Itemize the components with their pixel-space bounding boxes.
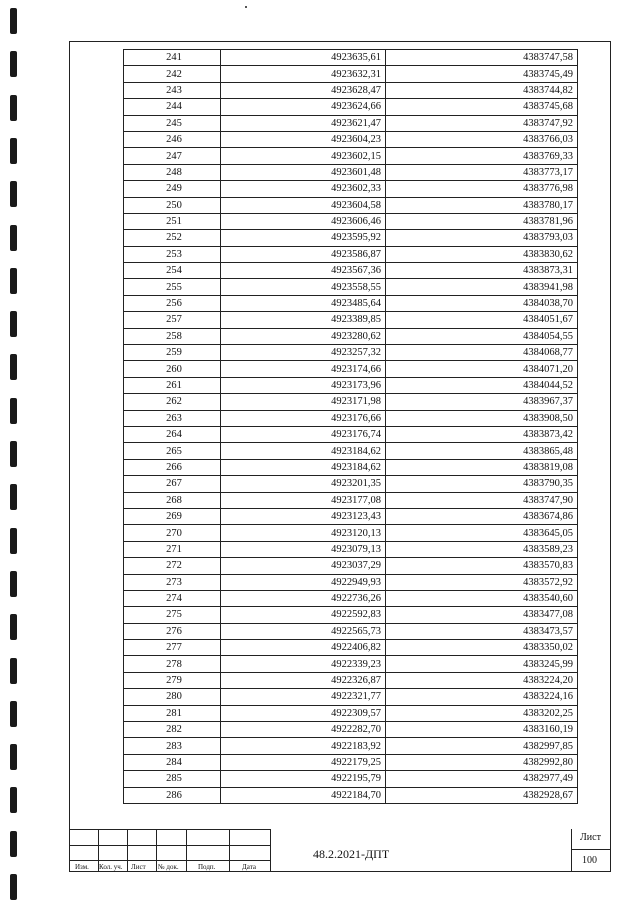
x-coordinate-cell: 4923485,64	[221, 295, 386, 311]
table-row	[124, 722, 578, 738]
table-row	[124, 328, 578, 344]
point-number-cell: 273	[124, 574, 221, 590]
table-row	[124, 574, 578, 590]
y-coordinate-cell: 4383645,05	[386, 525, 578, 541]
x-coordinate-cell: 4922406,82	[221, 640, 386, 656]
table-row	[124, 459, 578, 475]
point-number-cell: 248	[124, 164, 221, 180]
table-row	[124, 394, 578, 410]
binding-marks	[6, 0, 22, 905]
x-coordinate-cell: 4923176,66	[221, 410, 386, 426]
point-number-cell: 246	[124, 131, 221, 147]
point-number-cell: 260	[124, 361, 221, 377]
document-code: 48.2.2021-ДПТ	[313, 847, 390, 861]
x-coordinate-cell: 4923586,87	[221, 246, 386, 262]
x-coordinate-cell: 4923079,13	[221, 541, 386, 557]
y-coordinate-cell: 4383790,35	[386, 476, 578, 492]
y-coordinate-cell: 4383873,31	[386, 263, 578, 279]
binding-hole-mark	[10, 528, 17, 554]
binding-hole-mark	[10, 701, 17, 727]
point-number-cell: 262	[124, 394, 221, 410]
y-coordinate-cell: 4383744,82	[386, 82, 578, 98]
y-coordinate-cell: 4383572,92	[386, 574, 578, 590]
y-coordinate-cell: 4383540,60	[386, 590, 578, 606]
stamp-label-izm: Изм.	[75, 863, 89, 871]
binding-hole-mark	[10, 874, 17, 900]
binding-hole-mark	[10, 51, 17, 77]
y-coordinate-cell: 4383589,23	[386, 541, 578, 557]
x-coordinate-cell: 4922949,93	[221, 574, 386, 590]
x-coordinate-cell: 4923624,66	[221, 99, 386, 115]
x-coordinate-cell: 4923601,48	[221, 164, 386, 180]
point-number-cell: 284	[124, 754, 221, 770]
table-row	[124, 492, 578, 508]
x-coordinate-cell: 4922736,26	[221, 590, 386, 606]
binding-hole-mark	[10, 398, 17, 424]
x-coordinate-cell: 4922184,70	[221, 787, 386, 803]
y-coordinate-cell: 4383819,08	[386, 459, 578, 475]
point-number-cell: 280	[124, 689, 221, 705]
x-coordinate-cell: 4923037,29	[221, 558, 386, 574]
x-coordinate-cell: 4923595,92	[221, 230, 386, 246]
x-coordinate-cell: 4923602,33	[221, 181, 386, 197]
point-number-cell: 278	[124, 656, 221, 672]
y-coordinate-cell: 4383245,99	[386, 656, 578, 672]
point-number-cell: 249	[124, 181, 221, 197]
point-number-cell: 252	[124, 230, 221, 246]
binding-hole-mark	[10, 354, 17, 380]
binding-hole-mark	[10, 95, 17, 121]
point-number-cell: 245	[124, 115, 221, 131]
x-coordinate-cell: 4923171,98	[221, 394, 386, 410]
y-coordinate-cell: 4383477,08	[386, 607, 578, 623]
y-coordinate-cell: 4383941,98	[386, 279, 578, 295]
y-coordinate-cell: 4383780,17	[386, 197, 578, 213]
point-number-cell: 254	[124, 263, 221, 279]
y-coordinate-cell: 4384044,52	[386, 377, 578, 393]
point-number-cell: 269	[124, 508, 221, 524]
x-coordinate-cell: 4922183,92	[221, 738, 386, 754]
table-row	[124, 541, 578, 557]
binding-hole-mark	[10, 225, 17, 251]
x-coordinate-cell: 4923174,66	[221, 361, 386, 377]
point-number-cell: 272	[124, 558, 221, 574]
x-coordinate-cell: 4923604,58	[221, 197, 386, 213]
point-number-cell: 277	[124, 640, 221, 656]
x-coordinate-cell: 4922339,23	[221, 656, 386, 672]
x-coordinate-cell: 4923201,35	[221, 476, 386, 492]
table-row	[124, 197, 578, 213]
point-number-cell: 256	[124, 295, 221, 311]
y-coordinate-cell: 4382997,85	[386, 738, 578, 754]
x-coordinate-cell: 4923621,47	[221, 115, 386, 131]
y-coordinate-cell: 4383202,25	[386, 705, 578, 721]
stamp-label-list: Лист	[131, 863, 146, 871]
point-number-cell: 259	[124, 345, 221, 361]
x-coordinate-cell: 4922592,83	[221, 607, 386, 623]
y-coordinate-cell: 4383745,68	[386, 99, 578, 115]
table-row	[124, 99, 578, 115]
table-row	[124, 738, 578, 754]
sheet-label: Лист	[580, 832, 601, 843]
stamp-label-kol-uch: Кол. уч.	[99, 863, 123, 871]
binding-hole-mark	[10, 787, 17, 813]
x-coordinate-cell: 4923184,62	[221, 443, 386, 459]
scan-speck	[245, 6, 247, 8]
stamp-label-date: Дата	[242, 863, 256, 871]
table-row	[124, 50, 578, 66]
table-row	[124, 131, 578, 147]
binding-hole-mark	[10, 614, 17, 640]
x-coordinate-cell: 4922321,77	[221, 689, 386, 705]
binding-hole-mark	[10, 8, 17, 34]
binding-hole-mark	[10, 441, 17, 467]
point-number-cell: 255	[124, 279, 221, 295]
stamp-label-doc-no: № док.	[158, 863, 179, 871]
point-number-cell: 264	[124, 426, 221, 442]
y-coordinate-cell: 4383570,83	[386, 558, 578, 574]
point-number-cell: 258	[124, 328, 221, 344]
point-number-cell: 241	[124, 50, 221, 66]
table-row	[124, 443, 578, 459]
point-number-cell: 275	[124, 607, 221, 623]
table-row	[124, 689, 578, 705]
y-coordinate-cell: 4383873,42	[386, 426, 578, 442]
point-number-cell: 265	[124, 443, 221, 459]
binding-hole-mark	[10, 484, 17, 510]
table-row	[124, 377, 578, 393]
point-number-cell: 268	[124, 492, 221, 508]
y-coordinate-cell: 4383793,03	[386, 230, 578, 246]
x-coordinate-cell: 4922179,25	[221, 754, 386, 770]
point-number-cell: 243	[124, 82, 221, 98]
binding-hole-mark	[10, 138, 17, 164]
point-number-cell: 250	[124, 197, 221, 213]
table-row	[124, 213, 578, 229]
table-row	[124, 82, 578, 98]
y-coordinate-cell: 4383908,50	[386, 410, 578, 426]
x-coordinate-cell: 4923567,36	[221, 263, 386, 279]
binding-hole-mark	[10, 831, 17, 857]
x-coordinate-cell: 4922195,79	[221, 771, 386, 787]
y-coordinate-cell: 4384071,20	[386, 361, 578, 377]
point-number-cell: 270	[124, 525, 221, 541]
y-coordinate-cell: 4383224,16	[386, 689, 578, 705]
y-coordinate-cell: 4383745,49	[386, 66, 578, 82]
point-number-cell: 271	[124, 541, 221, 557]
x-coordinate-cell: 4923257,32	[221, 345, 386, 361]
stamp-label-podp: Подп.	[198, 863, 216, 871]
sheet-number: 100	[582, 855, 597, 866]
point-number-cell: 244	[124, 99, 221, 115]
table-row	[124, 476, 578, 492]
y-coordinate-cell: 4383773,17	[386, 164, 578, 180]
table-row	[124, 640, 578, 656]
y-coordinate-cell: 4383781,96	[386, 213, 578, 229]
x-coordinate-cell: 4923632,31	[221, 66, 386, 82]
y-coordinate-cell: 4383776,98	[386, 181, 578, 197]
binding-hole-mark	[10, 311, 17, 337]
table-row	[124, 426, 578, 442]
x-coordinate-cell: 4922309,57	[221, 705, 386, 721]
point-number-cell: 242	[124, 66, 221, 82]
point-number-cell: 267	[124, 476, 221, 492]
table-row	[124, 672, 578, 688]
x-coordinate-cell: 4923120,13	[221, 525, 386, 541]
point-number-cell: 285	[124, 771, 221, 787]
y-coordinate-cell: 4383769,33	[386, 148, 578, 164]
y-coordinate-cell: 4383747,92	[386, 115, 578, 131]
table-row	[124, 410, 578, 426]
y-coordinate-cell: 4383674,86	[386, 508, 578, 524]
x-coordinate-cell: 4923558,55	[221, 279, 386, 295]
point-number-cell: 251	[124, 213, 221, 229]
table-row	[124, 263, 578, 279]
coordinates-table	[123, 49, 578, 804]
table-row	[124, 705, 578, 721]
table-row	[124, 787, 578, 803]
table-row	[124, 148, 578, 164]
y-coordinate-cell: 4383967,37	[386, 394, 578, 410]
table-row	[124, 279, 578, 295]
table-row	[124, 115, 578, 131]
binding-hole-mark	[10, 268, 17, 294]
point-number-cell: 247	[124, 148, 221, 164]
binding-hole-mark	[10, 571, 17, 597]
x-coordinate-cell: 4923606,46	[221, 213, 386, 229]
point-number-cell: 279	[124, 672, 221, 688]
table-row	[124, 181, 578, 197]
y-coordinate-cell: 4383865,48	[386, 443, 578, 459]
table-row	[124, 754, 578, 770]
table-row	[124, 590, 578, 606]
table-row	[124, 312, 578, 328]
table-row	[124, 164, 578, 180]
x-coordinate-cell: 4923602,15	[221, 148, 386, 164]
x-coordinate-cell: 4923280,62	[221, 328, 386, 344]
x-coordinate-cell: 4922282,70	[221, 722, 386, 738]
table-row	[124, 607, 578, 623]
y-coordinate-cell: 4382928,67	[386, 787, 578, 803]
table-row	[124, 345, 578, 361]
binding-hole-mark	[10, 181, 17, 207]
y-coordinate-cell: 4384038,70	[386, 295, 578, 311]
x-coordinate-cell: 4923389,85	[221, 312, 386, 328]
y-coordinate-cell: 4382992,80	[386, 754, 578, 770]
point-number-cell: 261	[124, 377, 221, 393]
y-coordinate-cell: 4384051,67	[386, 312, 578, 328]
x-coordinate-cell: 4923123,43	[221, 508, 386, 524]
point-number-cell: 263	[124, 410, 221, 426]
x-coordinate-cell: 4923604,23	[221, 131, 386, 147]
x-coordinate-cell: 4923177,08	[221, 492, 386, 508]
y-coordinate-cell: 4384068,77	[386, 345, 578, 361]
table-row	[124, 230, 578, 246]
table-row	[124, 525, 578, 541]
y-coordinate-cell: 4383350,02	[386, 640, 578, 656]
table-row	[124, 558, 578, 574]
table-row	[124, 656, 578, 672]
table-row	[124, 623, 578, 639]
y-coordinate-cell: 4383766,03	[386, 131, 578, 147]
table-row	[124, 508, 578, 524]
table-row	[124, 361, 578, 377]
y-coordinate-cell: 4382977,49	[386, 771, 578, 787]
point-number-cell: 283	[124, 738, 221, 754]
point-number-cell: 281	[124, 705, 221, 721]
x-coordinate-cell: 4923176,74	[221, 426, 386, 442]
x-coordinate-cell: 4923173,96	[221, 377, 386, 393]
table-row	[124, 771, 578, 787]
x-coordinate-cell: 4923184,62	[221, 459, 386, 475]
x-coordinate-cell: 4922326,87	[221, 672, 386, 688]
y-coordinate-cell: 4383224,20	[386, 672, 578, 688]
x-coordinate-cell: 4923628,47	[221, 82, 386, 98]
point-number-cell: 276	[124, 623, 221, 639]
x-coordinate-cell: 4922565,73	[221, 623, 386, 639]
binding-hole-mark	[10, 658, 17, 684]
point-number-cell: 253	[124, 246, 221, 262]
point-number-cell: 286	[124, 787, 221, 803]
y-coordinate-cell: 4383160,19	[386, 722, 578, 738]
point-number-cell: 257	[124, 312, 221, 328]
y-coordinate-cell: 4383830,62	[386, 246, 578, 262]
table-row	[124, 66, 578, 82]
y-coordinate-cell: 4383473,57	[386, 623, 578, 639]
y-coordinate-cell: 4383747,90	[386, 492, 578, 508]
binding-hole-mark	[10, 744, 17, 770]
point-number-cell: 274	[124, 590, 221, 606]
table-row	[124, 295, 578, 311]
y-coordinate-cell: 4384054,55	[386, 328, 578, 344]
table-row	[124, 246, 578, 262]
x-coordinate-cell: 4923635,61	[221, 50, 386, 66]
point-number-cell: 282	[124, 722, 221, 738]
point-number-cell: 266	[124, 459, 221, 475]
y-coordinate-cell: 4383747,58	[386, 50, 578, 66]
